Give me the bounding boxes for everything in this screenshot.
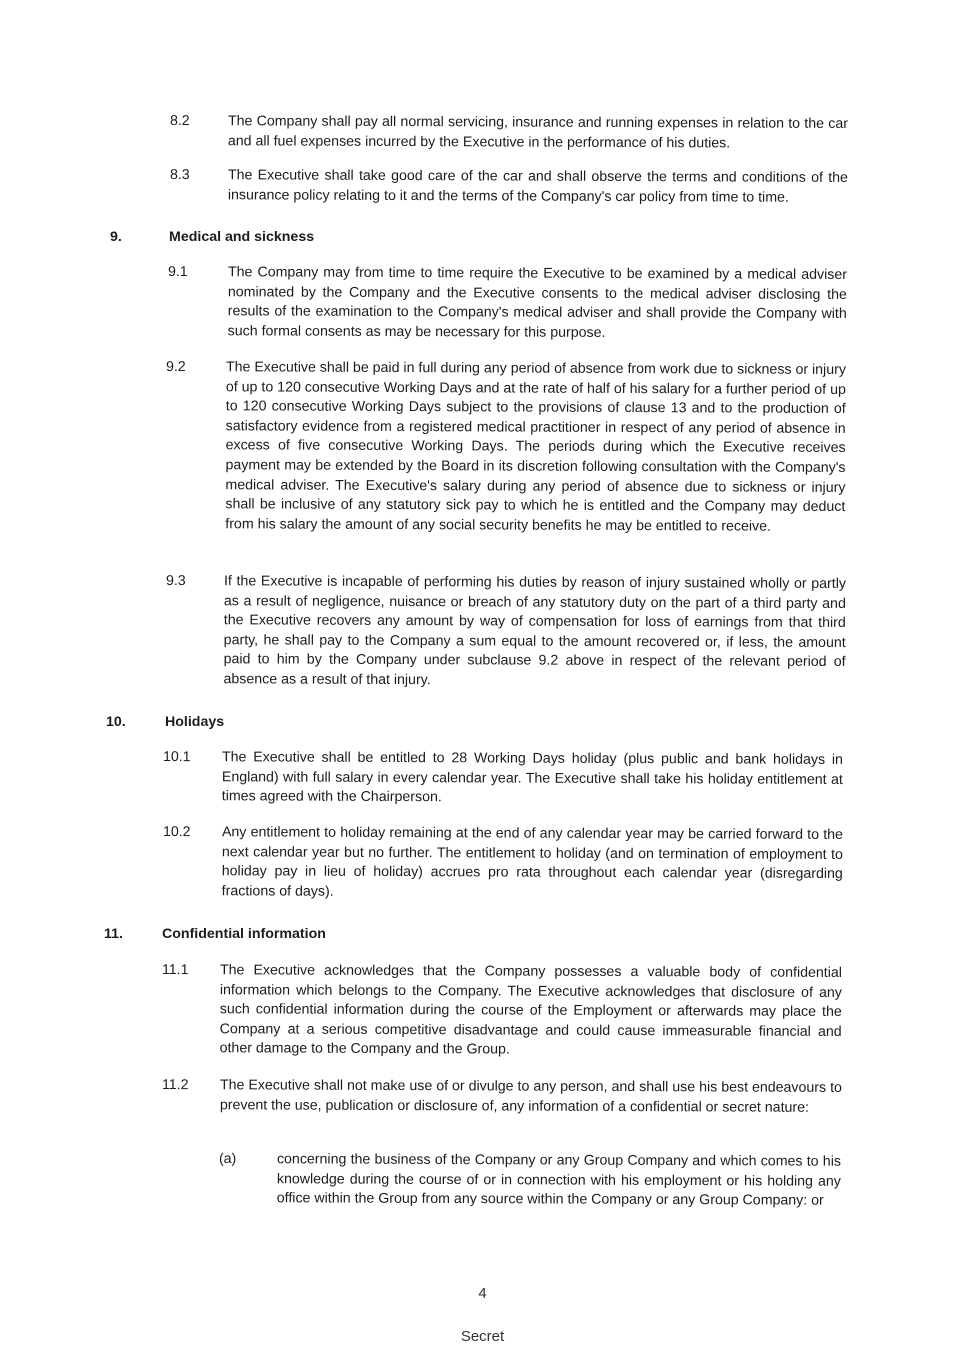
clause-number: (a) [218, 1151, 237, 1168]
section-number: 9. [110, 229, 122, 245]
clause-9-2 [165, 358, 848, 535]
page-number: 4 [478, 1285, 487, 1302]
clause-text: The Executive acknowledges that the Company possesses a valuable body of confidential information which belongs to the Company. The Executive acknowledges that disclosure of any such confidential information during the course of the Employment or afterwards may place the Company at a serious competitive disadvantage and could cause immeasurable financial and other damage to the Company and the Group. [219, 962, 842, 1058]
clause-number: 8.3 [169, 166, 190, 184]
section-title: Confidential information [162, 926, 326, 942]
clause-10-2 [162, 823, 845, 900]
clause-text: The Company shall pay all normal servicing, insurance and running expenses in relation to the car and all fuel expenses incurred by the Executive in the performance of his duties. [227, 113, 848, 152]
clause-9-3 [165, 572, 848, 689]
clause-text: concerning the business of the Company or any Group Company and which comes to his knowledge during the course of or in connection with his employment or his holding any office within the Group from any source within the Company or any Group Company: or [276, 1151, 841, 1209]
clause-number: 9.3 [165, 573, 186, 590]
clause-number: 9.1 [167, 264, 188, 281]
clause-number: 8.2 [169, 112, 190, 130]
section-title: Holidays [165, 714, 225, 730]
clause-text: Any entitlement to holiday remaining at the end of any calendar year may be carried forward to the next calendar year but no further. The entitlement to holiday (and on termination of employment to holiday pay in lieu of holiday) accrues pro rata throughout each calendar year (disregarding fractions of days). [221, 824, 843, 900]
clause-10-1 [162, 748, 845, 806]
clause-text: If the Executive is incapable of performing his duties by reason of injury sustained wholly or partly as a result of negligence, nuisance or breach of any statutory duty on the part of a third party and the Executive recovers any amount by way of compensation for loss of earnings from that third party, he shall pay to the Company a sum equal to the amount recovered or, if less, the amount paid to him by the Company under subclause 9.2 above in respect of the relevant period of absence as a result of that injury. [223, 573, 846, 689]
clause-text: The Executive shall not make use of or divulge to any person, and shall use his best endeavours to prevent the use, publication or disclosure of, any information of a confidential or secret nature: [219, 1077, 842, 1116]
clause-11-1 [161, 961, 844, 1058]
clause-8-2 [169, 112, 850, 152]
clause-number: 11.1 [161, 962, 189, 979]
clause-number: 10.1 [162, 749, 191, 766]
clause-number: 10.2 [162, 824, 191, 841]
classification-label: Secret [460, 1328, 505, 1345]
clause-text: The Executive shall be paid in full during any period of absence from work due to sickness or injury of up to 120 consecutive Working Days and at the rate of half of his salary for a further period of up to 120 consecutive Working Days subject to the provisions of clause 13 and to the production of satisfactory evidence from a registered medical practitioner in respect of any period of absence in excess of five consecutive Working Days. The periods during which the Executive receives payment may be extended by the Board in its discretion following consultation with the Company's medical adviser. The Executive's salary during any period of absence due to sickness or injury shall be inclusive of any statutory sick pay to which he is entitled and the Company may deduct from his salary the amount of any social security benefits he may be entitled to receive. [225, 359, 846, 535]
clause-11-2 [161, 1076, 844, 1116]
clause-11-2-a [218, 1150, 843, 1209]
clause-number: 11.2 [161, 1077, 189, 1094]
clause-text: The Executive shall be entitled to 28 Working Days holiday (plus public and bank holidays in England) with full salary in every calendar year. The Executive shall take his holiday entitlement at times agreed with the Chairperson. [221, 749, 843, 806]
clause-8-3 [169, 166, 850, 206]
section-number: 11. [104, 926, 123, 942]
clause-9-1 [167, 263, 848, 341]
section-title: Medical and sickness [169, 229, 315, 245]
clause-text: The Executive shall take good care of the car and shall observe the terms and conditions of the insurance policy relating to it and the terms of the Company's car policy from time to time. [227, 167, 848, 206]
section-number: 10. [106, 714, 126, 730]
clause-text: The Company may from time to time require the Executive to be examined by a medical adviser nominated by the Company and the Executive consents to the medical adviser disclosing the results of the examination to the Company's medical adviser and shall provide the Company with such formal consents as may be necessary for this purpose. [227, 264, 847, 341]
clause-number: 9.2 [165, 359, 186, 376]
